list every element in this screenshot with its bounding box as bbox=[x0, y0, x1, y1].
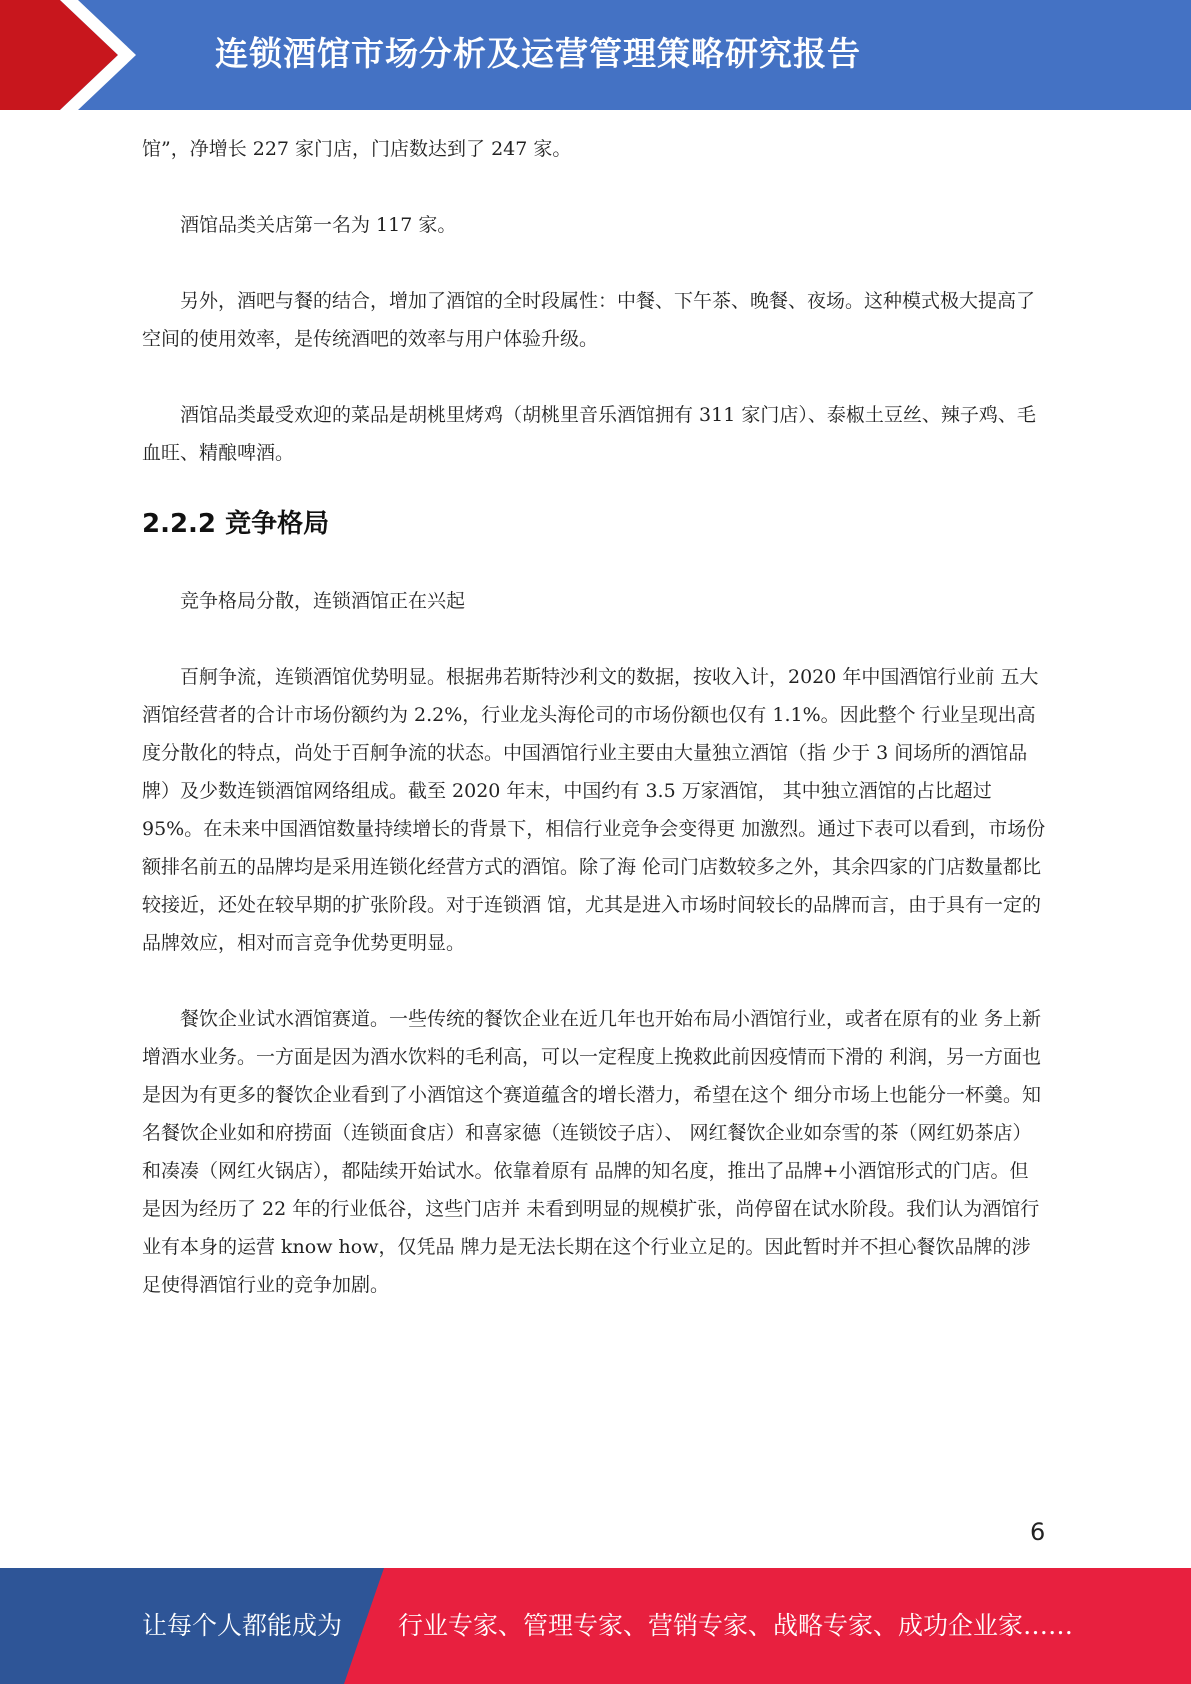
paragraph: 酒馆品类关店第一名为 117 家。 bbox=[180, 214, 457, 236]
paragraph: 酒馆品类最受欢迎的菜品是胡桃里烤鸡（胡桃里音乐酒馆拥有 311 家门店）、泰椒土豆丝、辣子鸡、毛血旺、精酿啤酒。 bbox=[142, 404, 1036, 464]
page-header bbox=[0, 0, 1191, 110]
paragraph: 另外，酒吧与餐的结合，增加了酒馆的全时段属性：中餐、下午茶、晚餐、夜场。这种模式极大提高了空间的使用效率，是传统酒吧的效率与用户体验升级。 bbox=[142, 290, 1036, 350]
chevron-arrow-icon bbox=[0, 0, 160, 110]
page-footer bbox=[0, 1568, 1191, 1684]
paragraph: 餐饮企业试水酒馆赛道。一些传统的餐饮企业在近几年也开始布局小酒馆行业，或者在原有的业 务上新增酒水业务。一方面是因为酒水饮料的毛利高，可以一定程度上挽救此前因疫情而下滑的 利润，另一方面也是因为有更多的餐饮企业看到了小酒馆这个赛道蕴含的增长潜力，希望在这个 细分市场上也能分一杯羹。知名餐饮企业如和府捞面（连锁面食店）和喜家德（连锁饺子店）、 网红餐饮企业如奈雪的茶（网红奶茶店）和凑凑（网红火锅店），都陆续开始试水。依靠着原有 品牌的知名度，推出了品牌+小酒馆形式的门店。但是因为经历了 22 年的行业低谷，这些门店并 未看到明显的规模扩张，尚停留在试水阶段。我们认为酒馆行业有本身的运营 know how，仅凭品 牌力是无法长期在这个行业立足的。因此暂时并不担心餐饮品牌的涉足使得酒馆行业的竞争加剧。 bbox=[142, 1008, 1042, 1296]
footer-slogan-left: 让每个人都能成为 bbox=[142, 1611, 343, 1640]
document-body bbox=[142, 130, 1046, 1342]
page-number: 6 bbox=[1030, 1518, 1046, 1546]
paragraph: 百舸争流，连锁酒馆优势明显。根据弗若斯特沙利文的数据，按收入计，2020 年中国酒馆行业前 五大酒馆经营者的合计市场份额约为 2.2%，行业龙头海伦司的市场份额也仅有 1.1%。因此整个 行业呈现出高度分散化的特点，尚处于百舸争流的状态。中国酒馆行业主要由大量独立酒馆（指 少于 3 间场所的酒馆品牌）及少数连锁酒馆网络组成。截至 2020 年末，中国约有 3.5 万家酒馆， 其中独立酒馆的占比超过 95%。在未来中国酒馆数量持续增长的背景下，相信行业竞争会变得更 加激烈。通过下表可以看到，市场份额排名前五的品牌均是采用连锁化经营方式的酒馆。除了海 伦司门店数较多之外，其余四家的门店数量都比较接近，还处在较早期的扩张阶段。对于连锁酒 馆，尤其是进入市场时间较长的品牌而言，由于具有一定的品牌效应，相对而言竞争优势更明显。 bbox=[142, 666, 1046, 954]
paragraph: 竞争格局分散，连锁酒馆正在兴起 bbox=[180, 590, 466, 612]
paragraph: 馆”，净增长 227 家门店，门店数达到了 247 家。 bbox=[142, 138, 572, 160]
report-title: 连锁酒馆市场分析及运营管理策略研究报告 bbox=[215, 34, 861, 73]
footer-slogan-right: 行业专家、管理专家、营销专家、战略专家、成功企业家…… bbox=[398, 1611, 1074, 1640]
section-heading: 2.2.2 竞争格局 bbox=[142, 509, 330, 539]
